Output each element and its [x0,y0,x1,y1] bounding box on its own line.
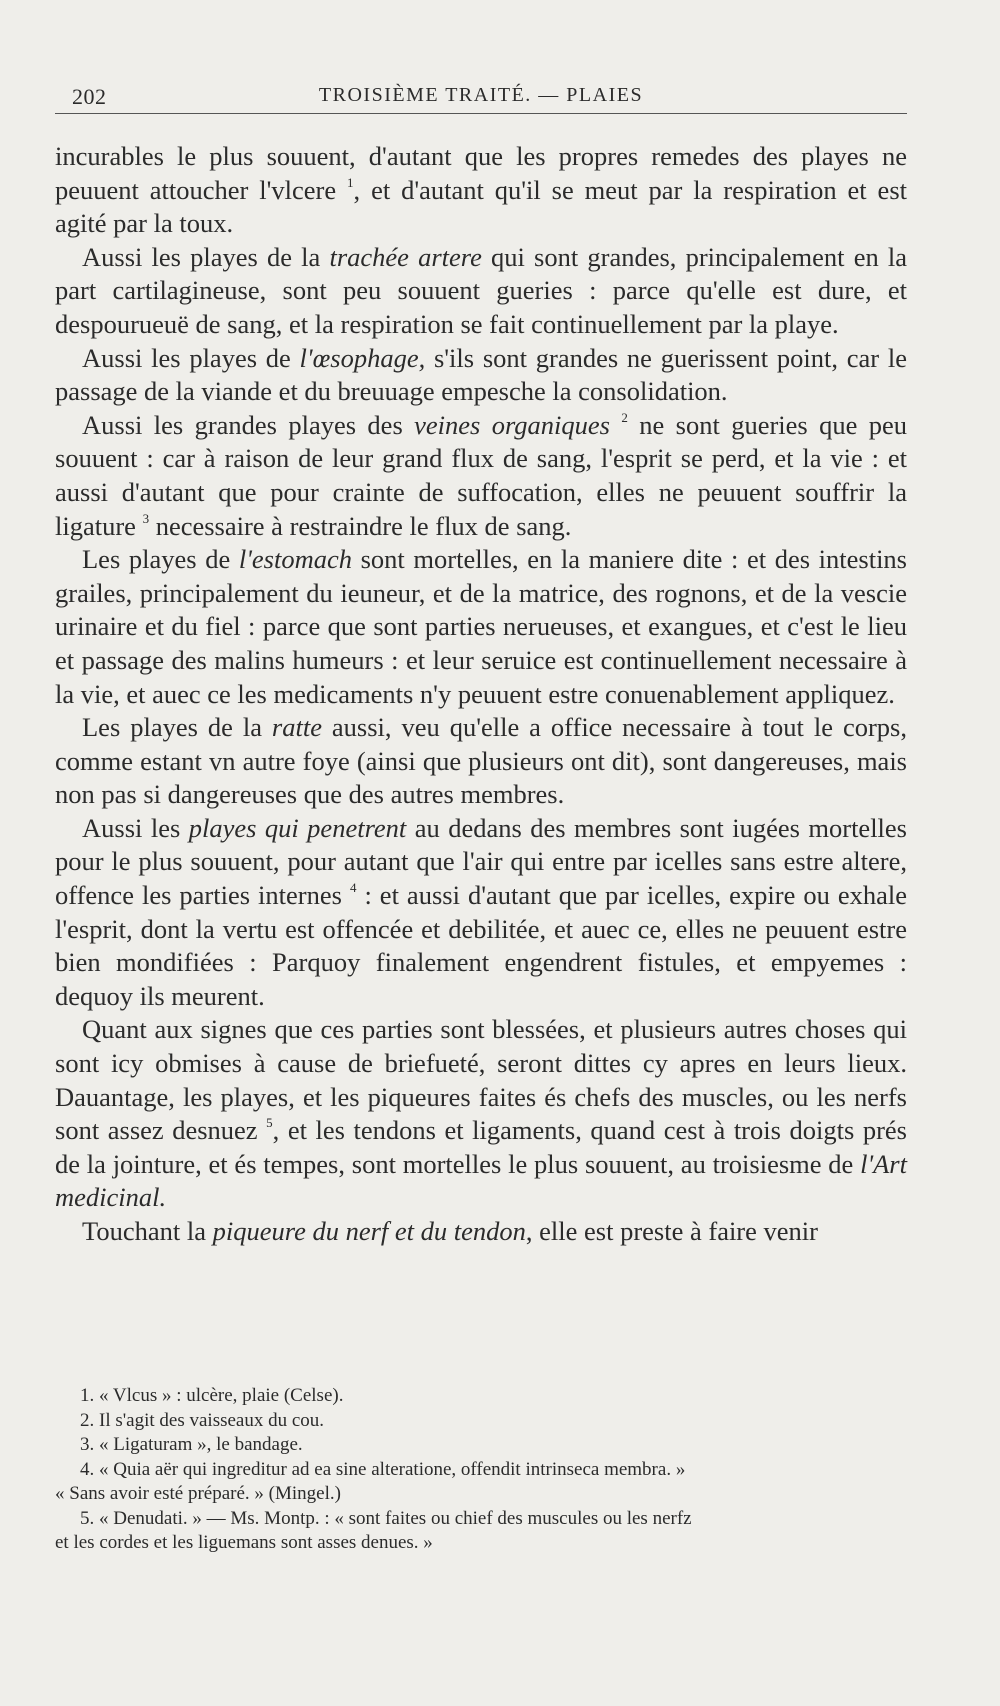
text-run: Les playes de [82,544,239,575]
text-run: : et aussi d'autant que par icelles, expire ou exhale l'esprit, dont la vertu est offencée et debilitée, et auec ce, elles ne peuuent estre bien mondifiées : Parquoy finalement engendrent fistules, et empyemes : dequoy ils meurent. [55,880,908,1011]
footnote-line: 5. « Denudati. » — Ms. Montp. : « sont faites ou chief des muscules ou les nerfz [80,1507,692,1529]
running-head: TROISIÈME TRAITÉ. — PLAIES [318,84,644,106]
footnote-marker: 2 [621,409,628,425]
text-run: Aussi les [82,812,189,843]
footnote-line: « Sans avoir esté préparé. » (Mingel.) [55,1483,341,1504]
italic-term: trachée artere [329,241,482,272]
text-run: ne sont gueries que peu souuent : car à raison de leur grand flux de sang, l'esprit se perd, et la vie : et aussi d'autant que pour crainte de suffocation, elles ne peuuent souffrir la ligature [55,409,908,541]
paragraph [55,812,907,1014]
italic-term: ratte [271,712,322,743]
paragraph [55,409,907,543]
footnote-line: 2. Il s'agit des vaisseaux du cou. [80,1409,325,1431]
page-number: 202 [72,84,107,109]
footnotes [55,1384,915,1556]
italic-term: piqueure du nerf et du tendon [212,1216,526,1246]
paragraph [55,241,907,342]
footnote-line: 1. « Vlcus » : ulcère, plaie (Celse). [80,1385,344,1406]
text-run [610,410,621,440]
text-run: sont mortelles, en la maniere dite : et des intestins grailes, principalement du ieuneur, et de la matrice, des rognons, et de la vescie urinaire et du fiel : parce que sont parties nerueuses, et exangues, et c'est le lieu et passage des malins humeurs : et leur seruice est continuellement necessaire à la vie, et auec ce les medicaments n'y peuuent estre conuenablement appliquez. [55,544,907,709]
paragraph [55,140,907,241]
text-run: Aussi les playes de [82,342,300,373]
italic-term: l'estomach [238,544,352,575]
paragraph [55,543,907,711]
text-run: aussi, veu qu'elle a office necessaire à tout le corps, comme estant vn autre foye (ainsi que plusieurs ont dit), sont dangereuses, mais non pas si dangereuses que des autres membres. [55,712,907,810]
footnote-marker: 5 [266,1115,273,1131]
footnote-line: 3. « Ligaturam », le bandage. [80,1434,303,1455]
text-run: au dedans des membres sont iugées mortelles pour le plus souuent, pour autant que l'air qui entre par icelles sans estre altere, offence les parties internes [55,812,907,911]
text-run: Quant aux signes que ces parties sont blessées, et plusieurs autres choses qui sont icy obmises à cause de briefueté, seront dittes cy apres en leurs lieux. Dauantage, les playes, et les piqueures faites és chefs des muscles, ou les nerfs sont assez desnuez [55,1014,907,1146]
italic-term: playes qui penetrent [188,812,407,843]
italic-term: l'œsophage, [299,342,426,373]
main-text [55,140,907,1249]
text-run: incurables le plus souuent, d'autant que les propres remedes des playes ne peuuent attoucher l'vlcere [55,141,907,205]
footnote-line: et les cordes et les liguemans sont asses denues. » [55,1532,433,1553]
text-run: qui sont grandes, principalement en la part cartilagineuse, sont peu souuent gueries : parce qu'elle est dure, et despourueuë de sang, et la respiration se fait continuellement par la playe. [55,241,907,339]
header-rule [55,113,907,114]
text-run: Les playes de la [82,712,272,743]
text-run: , et d'autant qu'il se meut par la respiration et est agité par la toux. [55,174,907,239]
paragraph [55,342,907,409]
text-run: Touchant la [82,1216,213,1246]
italic-term: l'Art medicinal. [55,1148,907,1213]
text-run: s'ils sont grandes ne guerissent point, car le passage de la viande et du breuuage empesche la consolidation. [55,342,907,407]
footnote-line: 4. « Quia aër qui ingreditur ad ea sine alteratione, offendit intrinseca membra. » [80,1458,686,1480]
text-run: Aussi les playes de la [82,241,330,272]
text-run: Aussi les grandes playes des [82,409,415,440]
text-run: , et les tendons et ligaments, quand cest à trois doigts prés de la jointure, et és tempes, sont mortelles le plus souuent, au troisiesme de [55,1115,907,1179]
paragraph [55,711,907,812]
italic-term: veines organiques [414,409,610,440]
footnote-marker: 4 [349,880,357,896]
text-run: necessaire à restraindre le flux de sang. [149,510,572,541]
text-run: , elle est preste à faire venir [525,1216,818,1246]
page-header [55,80,907,116]
footnote-marker: 1 [347,174,354,190]
paragraph [55,1013,907,1215]
paragraph [55,1215,907,1249]
footnote-marker: 3 [142,510,150,526]
